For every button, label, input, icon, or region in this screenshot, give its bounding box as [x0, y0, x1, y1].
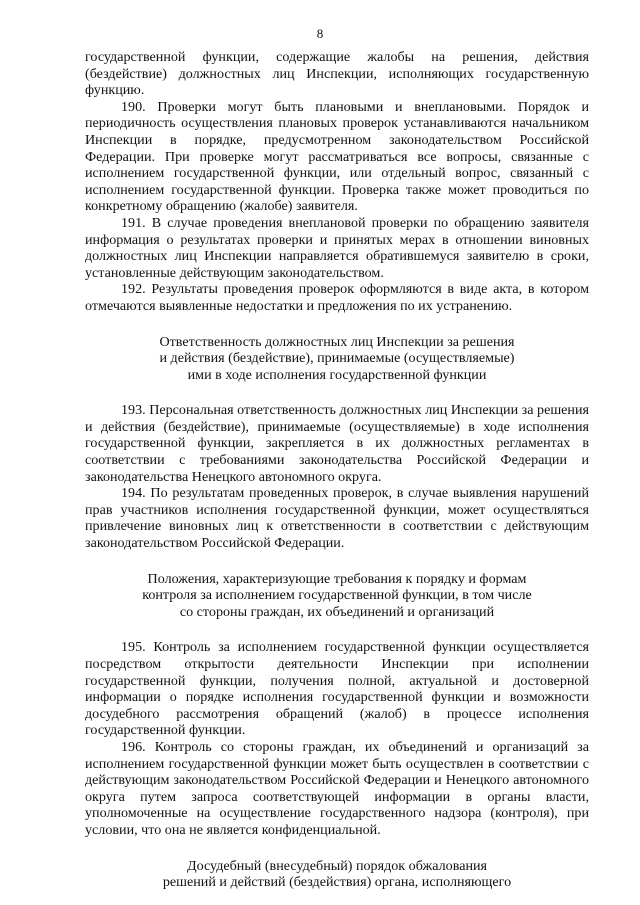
heading-line: и действия (бездействие), принимаемые (осуществляемые) — [159, 350, 515, 367]
heading-line: контроля за исполнением государственной функции, в том числе — [142, 587, 532, 604]
paragraph-192: 192. Результаты проведения проверок оформляются в виде акта, в котором отмечаются выявленные недостатки и предложения по их устранению. — [85, 281, 589, 314]
paragraph-195: 195. Контроль за исполнением государственной функции осуществляется посредством открытости деятельности Инспекции при исполнении государственной функции, получения полной, актуальной и достоверной информации о порядке исполнения государственной функции и возможности досудебного рассмотрения обращений (жалоб) в процессе исполнения государственной функции. — [85, 639, 589, 739]
section-heading-pretrial-appeal — [85, 858, 589, 891]
paragraph-196: 196. Контроль со стороны граждан, их объединений и организаций за исполнением государственной функции может быть осуществлен в соответствии с действующим законодательством Российской Федерации и Ненецкого автономного округа путем запроса соответствующей информации в органы власти, уполномоченные на осуществление государственного надзора (контроля), при условии, что она не является конфиденциальной. — [85, 738, 589, 838]
paragraph-190: 190. Проверки могут быть плановыми и внеплановыми. Порядок и периодичность осуществления плановых проверок устанавливаются начальником Инспекции в порядке, предусмотренном законодательством Российской Федерации. При проверке могут рассматриваться все вопросы, связанные с исполнением государственной функции, или отдельный вопрос, связанный с исполнением государственной функции. Проверка также может проводиться по конкретному обращению (жалобе) заявителя. — [85, 98, 589, 215]
page-number: 8 — [316, 26, 324, 41]
heading-line: Положения, характеризующие требования к порядку и формам — [147, 570, 527, 587]
heading-line: решений и действий (бездействия) органа, исполняющего — [162, 874, 512, 891]
paragraph-191: 191. В случае проведения внеплановой проверки по обращению заявителя информация о результатах проверки и принятых мерах в отношении виновных должностных лиц Инспекции направляется обратившемуся заявителю в сроки, установленные действующим законодательством. — [85, 214, 589, 281]
section-heading-responsibility — [85, 334, 589, 384]
heading-line: ими в ходе исполнения государственной функции — [187, 366, 487, 383]
section-heading-control-requirements — [85, 571, 589, 621]
heading-line: Ответственность должностных лиц Инспекции за решения — [159, 333, 515, 350]
paragraph-194: 194. По результатам проведенных проверок, в случае выявления нарушений прав участников исполнения государственной функции, может осуществляться привлечение виновных лиц к ответственности в соответствии с действующим законодательством Российской Федерации. — [85, 485, 589, 552]
document-body — [85, 49, 589, 891]
paragraph-193: 193. Персональная ответственность должностных лиц Инспекции за решения и действия (бездействие), принимаемые (осуществляемые) в ходе исполнения государственной функции, закрепляется в их должностных регламентах в соответствии с требованиями законодательства Российской Федерации и законодательства Ненецкого автономного округа. — [85, 402, 589, 485]
paragraph-continuation: государственной функции, содержащие жалобы на решения, действия (бездействие) должностных лиц Инспекции, исполняющих государственную функцию. — [85, 49, 589, 99]
heading-line: со стороны граждан, их объединений и организаций — [179, 603, 495, 620]
heading-line: Досудебный (внесудебный) порядок обжалования — [186, 857, 488, 874]
